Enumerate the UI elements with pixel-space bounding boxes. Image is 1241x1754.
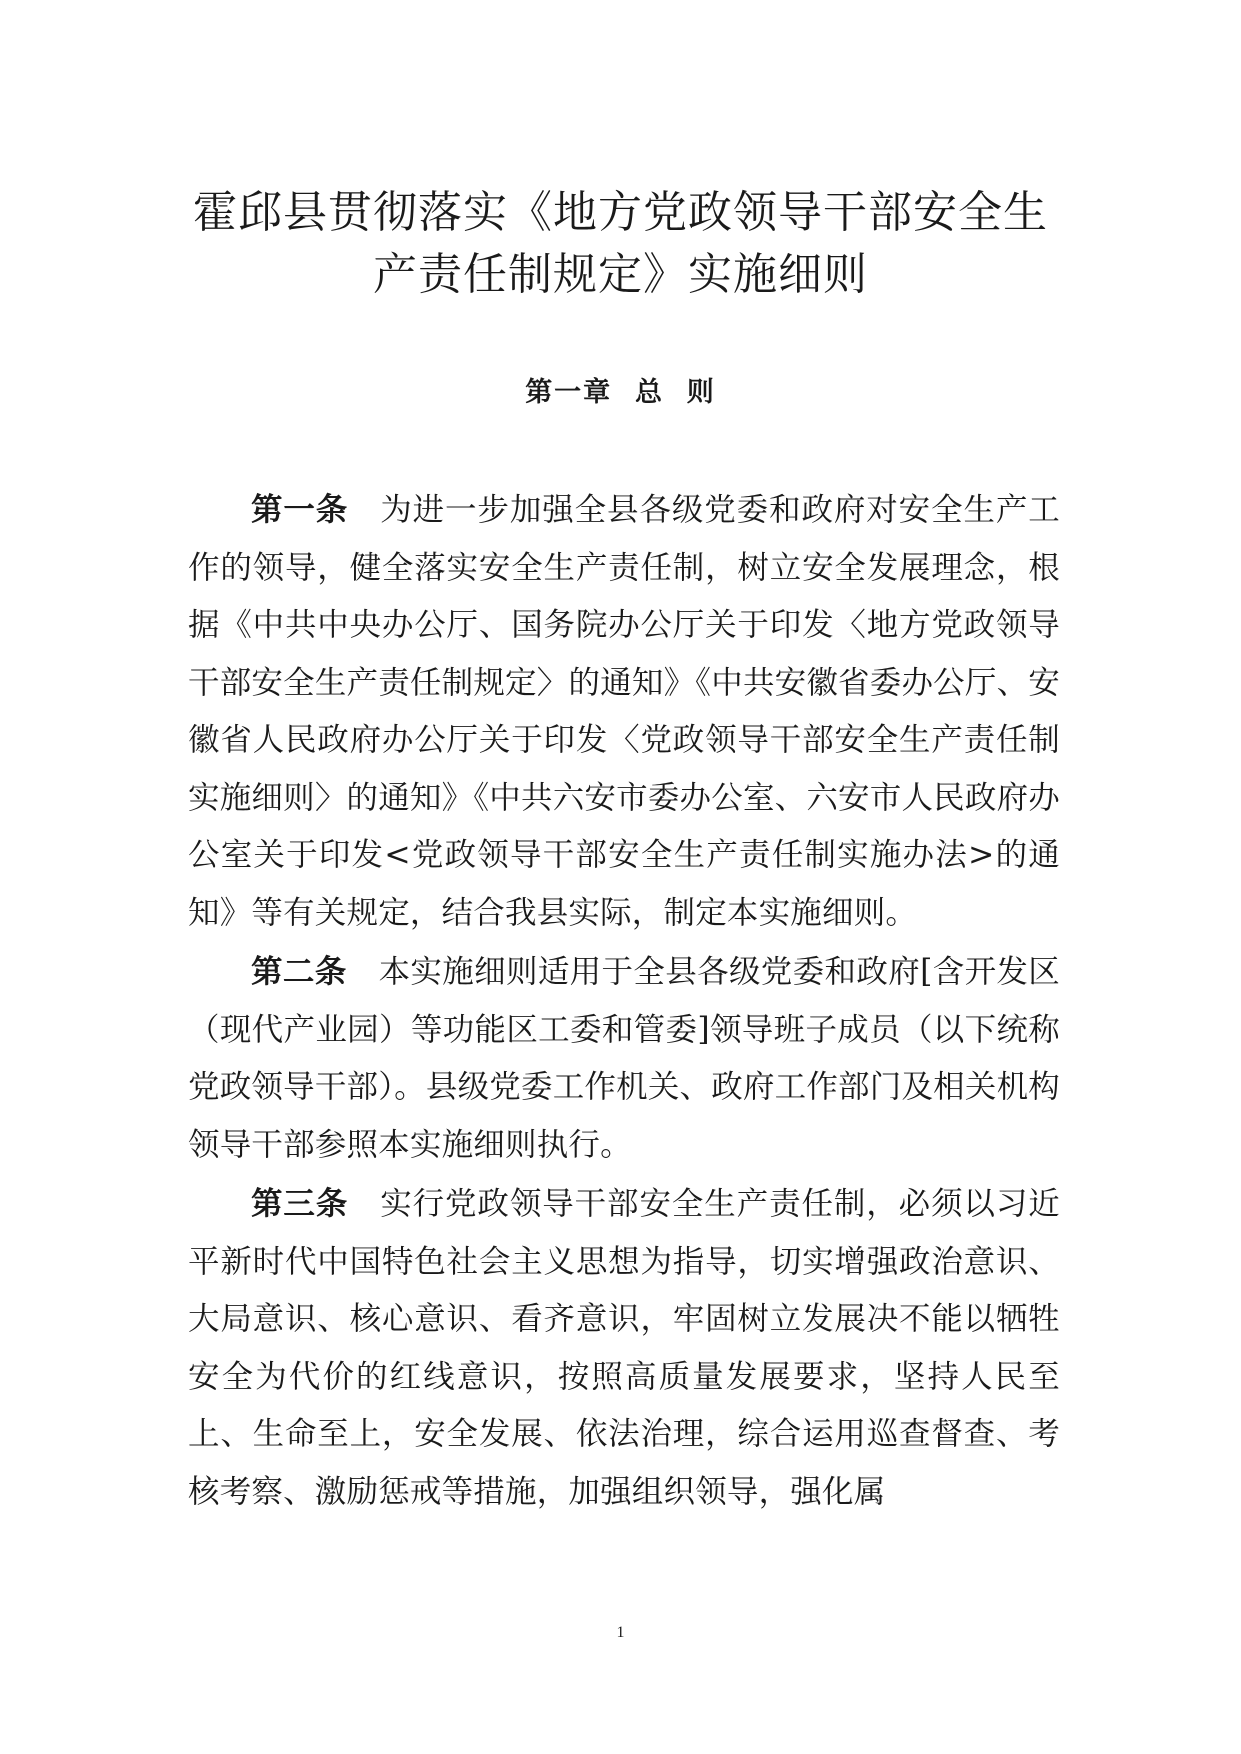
document-title xyxy=(150,182,1091,306)
chapter-heading: 第一章 总 则 xyxy=(525,377,716,408)
page-number: 1 xyxy=(616,1624,625,1641)
article-2-number: 第二条 xyxy=(251,954,347,990)
article-2-text: 本实施细则适用于全县各级党委和政府[含开发区（现代产业园）等功能区工委和管委]领导班子成员（以下统称党政领导干部）。县级党委工作机关、政府工作部门及相关机构领导干部参照本实施细则执行。 xyxy=(188,954,1060,1163)
document-title-line-1: 霍邱县贯彻落实《地方党政领导干部安全生 xyxy=(193,187,1048,238)
document-body xyxy=(188,482,1060,1523)
article-2 xyxy=(188,944,1060,1174)
article-3-text: 实行党政领导干部安全生产责任制，必须以习近平新时代中国特色社会主义思想为指导，切实增强政治意识、大局意识、核心意识、看齐意识，牢固树立发展决不能以牺牲安全为代价的红线意识，按照高质量发展要求，坚持人民至上、生命至上，安全发展、依法治理，综合运用巡查督查、考核考察、激励惩戒等措施，加强组织领导，强化属 xyxy=(188,1186,1060,1510)
article-3 xyxy=(188,1176,1060,1521)
document-title-line-2: 产责任制规定》实施细则 xyxy=(373,249,868,300)
article-1-number: 第一条 xyxy=(251,492,349,528)
article-1-text: 为进一步加强全县各级党委和政府对安全生产工作的领导，健全落实安全生产责任制，树立安全发展理念，根据《中共中央办公厅、国务院办公厅关于印发〈地方党政领导干部安全生产责任制规定〉的通知》《中共安徽省委办公厅、安徽省人民政府办公厅关于印发〈党政领导干部安全生产责任制实施细则〉的通知》《中共六安市委办公室、六安市人民政府办公室关于印发<党政领导干部安全生产责任制实施办法>的通知》等有关规定，结合我县实际，制定本实施细则。 xyxy=(188,492,1060,931)
article-3-number: 第三条 xyxy=(251,1186,349,1222)
article-1 xyxy=(188,482,1060,942)
